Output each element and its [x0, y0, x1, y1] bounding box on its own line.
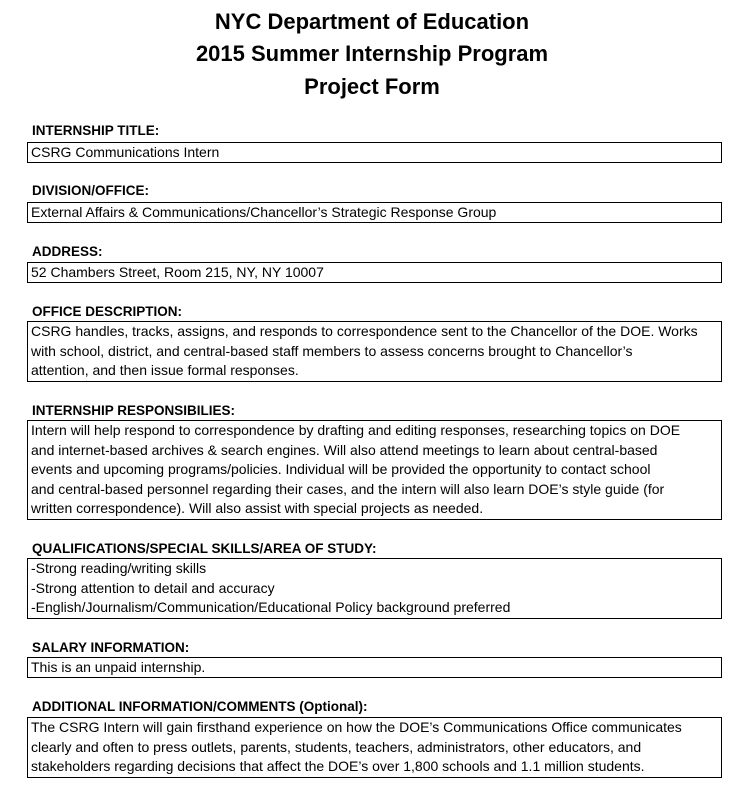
form-title-line-3: Project Form — [304, 74, 440, 99]
division-office-field — [27, 202, 722, 223]
salary-information-label: SALARY INFORMATION: — [32, 640, 190, 655]
address-label: ADDRESS: — [32, 244, 103, 259]
form-title-line-2: 2015 Summer Internship Program — [195, 41, 549, 66]
field-line: stakeholders regarding decisions that affect the DOE’s over 1,800 schools and 1.1 million students. — [31, 758, 645, 774]
field-line: This is an unpaid internship. — [31, 659, 206, 675]
field-line: attention, and then issue formal responses. — [31, 362, 299, 378]
field-line: clearly and often to press outlets, parents, students, teachers, administrators, other educators, and — [31, 738, 642, 755]
qualifications-field — [27, 558, 722, 619]
field-line: and internet-based archives & search engines. Will also attend meetings to learn about central-based — [31, 441, 658, 458]
additional-information-field — [27, 717, 722, 778]
salary-information-field — [27, 657, 722, 678]
internship-title-field — [27, 142, 722, 163]
field-line: -Strong reading/writing skills — [31, 560, 207, 576]
office-description-field — [27, 321, 722, 382]
field-line: events and upcoming programs/policies. Individual will be provided the opportunity to contact school — [31, 461, 651, 477]
field-line: CSRG handles, tracks, assigns, and responds to correspondence sent to the Chancellor of the DOE. Works — [31, 323, 698, 339]
address-field — [27, 262, 722, 283]
field-line: written correspondence). Will also assist with special projects as needed. — [31, 500, 484, 516]
additional-information-label: ADDITIONAL INFORMATION/COMMENTS (Optional): — [32, 699, 368, 714]
field-line: The CSRG Intern will gain firsthand experience on how the DOE’s Communications Office communicates — [31, 719, 682, 735]
division-office-label: DIVISION/OFFICE: — [32, 183, 150, 198]
field-line: CSRG Communications Intern — [31, 144, 220, 160]
field-line: 52 Chambers Street, Room 215, NY, NY 10007 — [31, 264, 324, 280]
form-title-line-1: NYC Department of Education — [214, 9, 530, 34]
field-line: -English/Journalism/Communication/Educational Policy background preferred — [31, 599, 511, 615]
internship-responsibilities-label: INTERNSHIP RESPONSIBILIES: — [32, 403, 236, 418]
field-line: Intern will help respond to correspondence by drafting and editing responses, researching topics on DOE — [31, 422, 681, 438]
field-line: External Affairs & Communications/Chancellor’s Strategic Response Group — [31, 204, 497, 220]
office-description-label: OFFICE DESCRIPTION: — [32, 304, 183, 319]
field-line: with school, district, and central-based staff members to assess concerns brought to Chancellor’s — [31, 342, 633, 359]
internship-title-label: INTERNSHIP TITLE: — [32, 123, 160, 138]
field-line: and central-based personnel regarding their cases, and the intern will also learn DOE’s style guide (for — [31, 480, 665, 497]
internship-responsibilities-field — [27, 420, 722, 520]
field-line: -Strong attention to detail and accuracy — [31, 579, 275, 596]
qualifications-label: QUALIFICATIONS/SPECIAL SKILLS/AREA OF STUDY: — [32, 541, 377, 556]
